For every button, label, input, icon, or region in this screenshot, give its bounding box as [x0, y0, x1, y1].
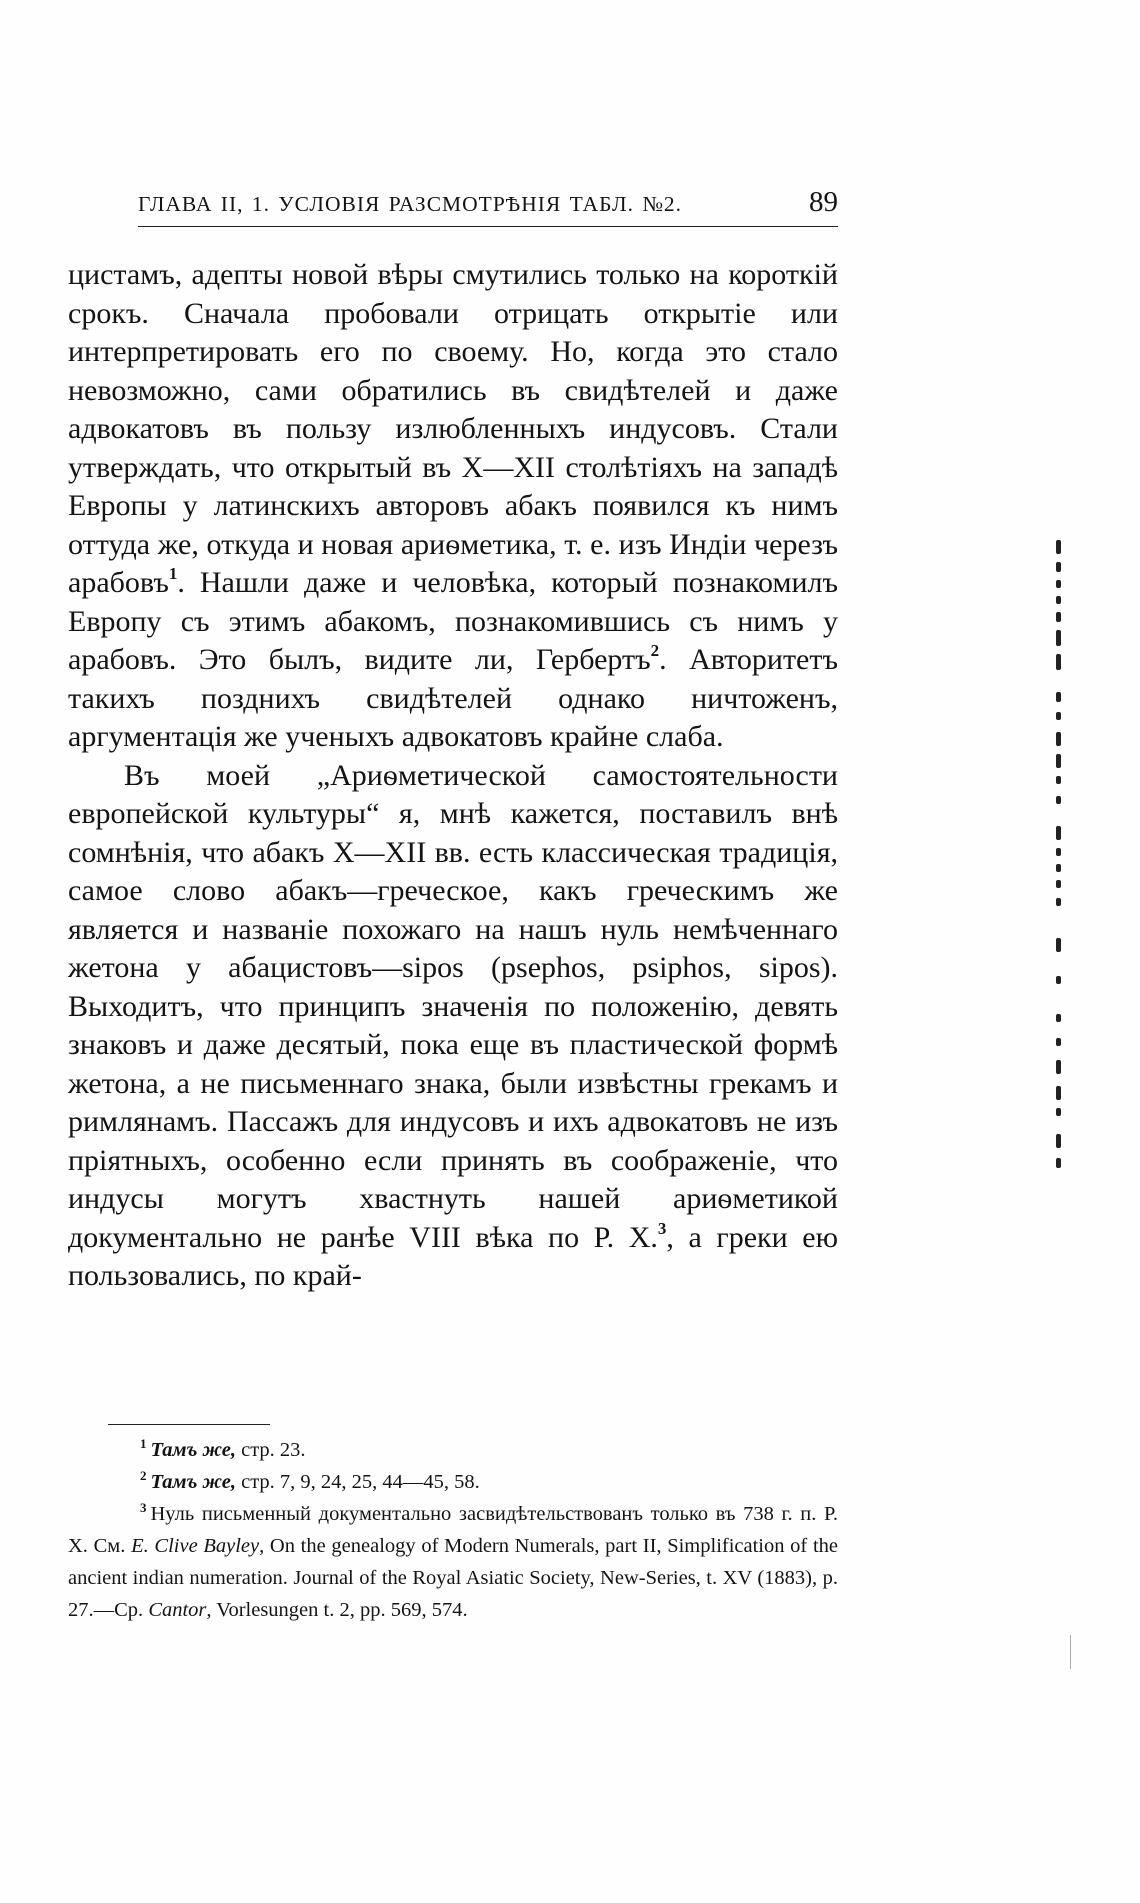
paragraph-text: . Нашли даже и человѣка, который познакомилъ Европу съ этимъ абакомъ, познакомившись съ нимъ у арабовъ. Это былъ, видите ли, Гербертъ — [68, 566, 838, 676]
paragraph-text: Въ моей „Ариѳметической самостоятельности европейской культуры“ я, мнѣ кажется, поставилъ внѣ сомнѣнія, что абакъ X—XII вв. есть классическая традиція, самое слово абакъ—греческое, какъ греческимъ же является и названіе похожаго на нашъ нуль немѣченнаго жетона у абацистовъ—sipos (psephos, psiphos, sipos). Выходитъ, что принципъ значенія по положенію, девять знаковъ и даже десятый, пока еще въ пластической формѣ жетона, а не письменнаго знака, были извѣстны грекамъ и римлянамъ. Пассажъ для индусовъ и ихъ адвокатовъ не изъ пріятныхъ, особенно если принять въ соображеніе, что индусы могутъ хвастнуть нашей ариѳметикой документально не ранѣе VIII вѣка по Р. Х. — [68, 758, 838, 1254]
footnote-text: , Vorlesungen t. 2, pp. 569, 574. — [206, 1599, 468, 1621]
footnote-mark: 1 — [140, 1436, 147, 1451]
footnote-mark: 2 — [140, 1468, 147, 1483]
paragraph-text: , а греки ею пользовались, по край- — [68, 1220, 838, 1292]
footnote-text: Нуль письменный документально засвидѣтельствованъ только въ 738 г. п. Р. Х. См. — [68, 1503, 838, 1557]
footnote-ref: 2 — [650, 641, 660, 660]
footnote-ref: 1 — [168, 564, 178, 583]
footnote-text: , On the genealogy of Modern Numerals, part II, Simplification of the ancient indian numeration. Journal of the Royal Asiatic Society, New-Series, t. XV (1883), p. 27.—Ср. — [68, 1535, 838, 1621]
page-number: 89 — [809, 186, 838, 218]
footnote-ref: 3 — [657, 1218, 667, 1238]
paragraph — [68, 757, 838, 1296]
footnote — [68, 1466, 838, 1498]
footnote-author: Cantor — [148, 1599, 207, 1621]
footnotes — [68, 1434, 838, 1626]
footnote-author: E. Clive Bayley — [131, 1535, 260, 1557]
footnote-text: стр. 23. — [235, 1439, 306, 1461]
footnote-text: стр. 7, 9, 24, 25, 44—45, 58. — [235, 1471, 480, 1493]
paragraph — [68, 256, 838, 757]
footnote — [68, 1434, 838, 1466]
chapter-title: ГЛАВА II, 1. УСЛОВІЯ РАЗСМОТРѢНІЯ ТАБЛ. №2. — [138, 192, 682, 216]
footnote — [68, 1498, 838, 1626]
scan-edge-mark — [1070, 1635, 1071, 1669]
paragraph-text: . Авторитетъ такихъ позднихъ свидѣтелей однако ничтоженъ, аргументація же ученыхъ адвокатовъ крайне слаба. — [68, 643, 839, 753]
footnote-author: Тамъ же, — [150, 1471, 236, 1493]
footnote-mark: 3 — [140, 1500, 147, 1515]
margin-bleed-marks — [1052, 540, 1066, 1180]
paragraph-text: цистамъ, адепты новой вѣры смутились только на короткій срокъ. Сначала пробовали отрицать открытіе или интерпретировать его по своему. Но, когда это стало невозможно, сами обратились въ свидѣтелей и даже адвокатовъ въ пользу излюбленныхъ индусовъ. Стали утверждать, что открытый въ X—XII столѣтіяхъ на западѣ Европы у латинскихъ авторовъ абакъ появился къ нимъ оттуда же, откуда и новая ариѳметика, т. е. изъ Индіи черезъ арабовъ — [68, 258, 838, 599]
main-text — [68, 256, 838, 1296]
footnote-author: Тамъ же, — [150, 1439, 236, 1461]
footnote-rule — [108, 1424, 270, 1425]
running-header — [138, 186, 838, 227]
